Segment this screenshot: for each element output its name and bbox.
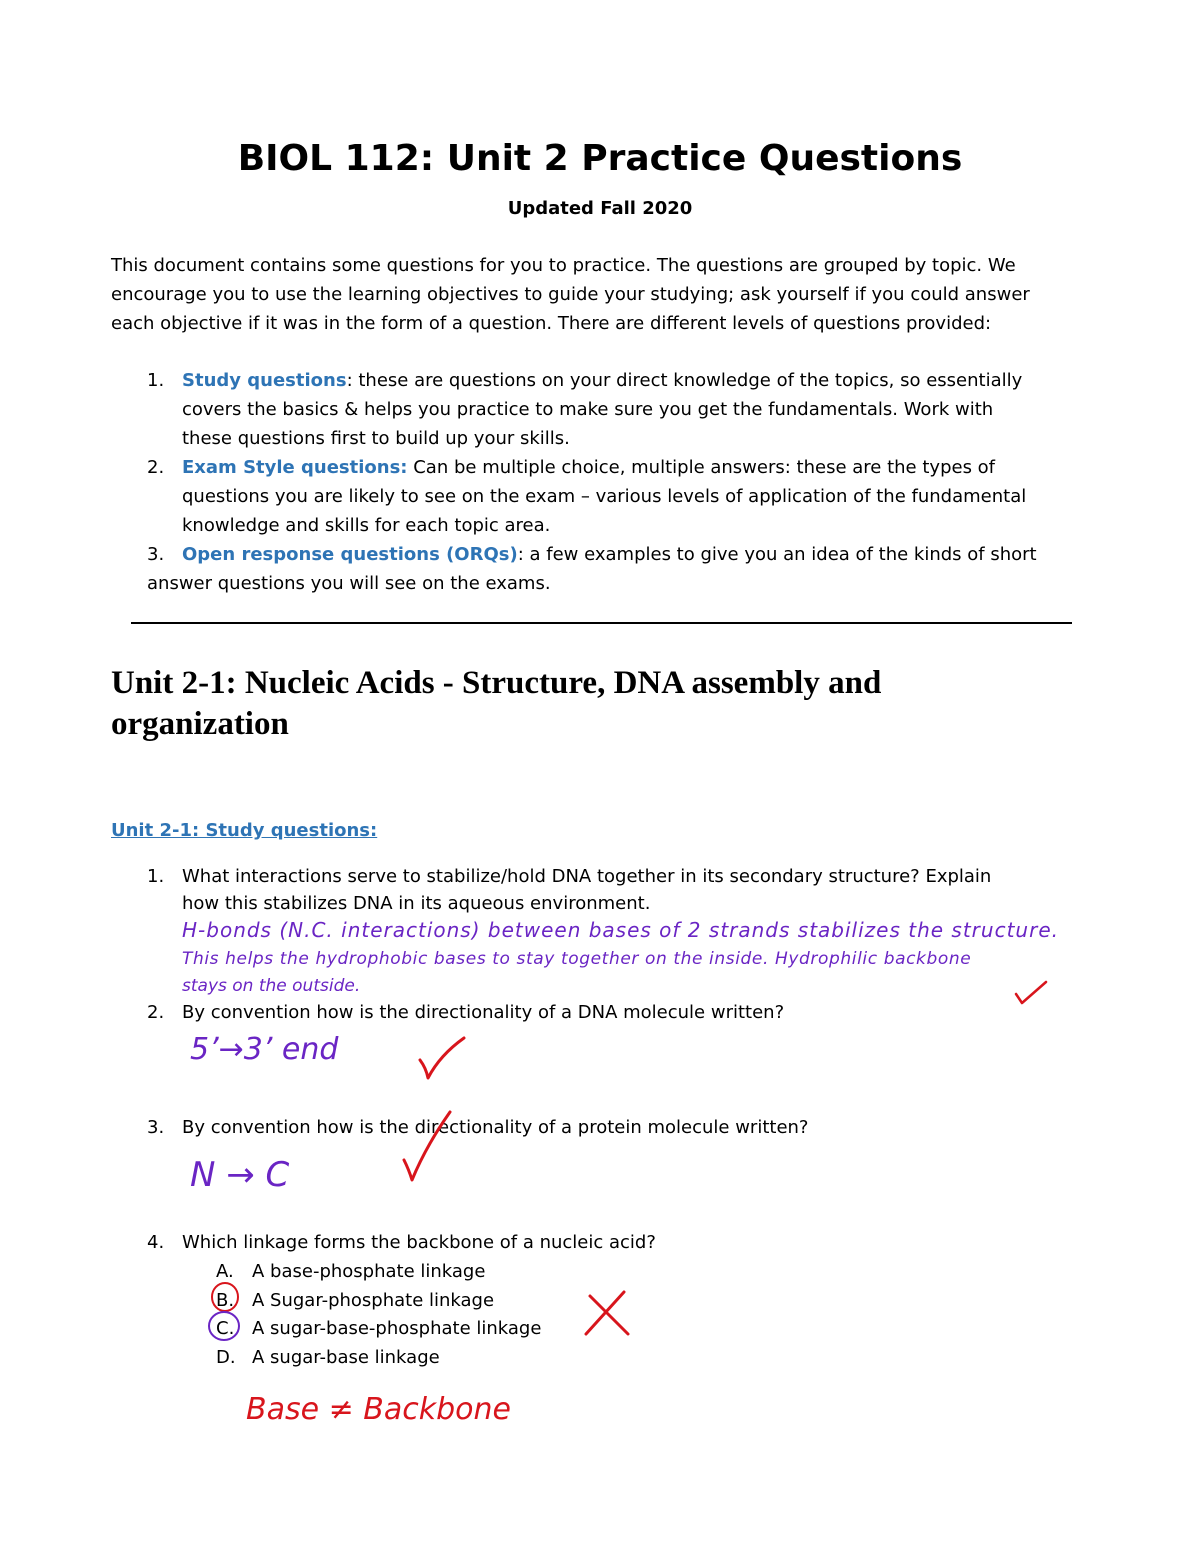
handwritten-answer: stays on the outside. (182, 976, 361, 996)
check-mark-icon (1016, 982, 1046, 1003)
intro-line: each objective if it was in the form of a question. There are different levels of questions provided: (111, 313, 992, 334)
document-subtitle: Updated Fall 2020 (507, 198, 693, 219)
level-label: Exam Style questions: (182, 457, 408, 478)
level-number: 3. (147, 544, 165, 565)
unit-heading: organization (111, 706, 289, 742)
level-text: : a few examples to give you an idea of the kinds of short (517, 544, 1037, 565)
level-text: knowledge and skills for each topic area. (182, 515, 551, 536)
question-number: 3. (147, 1117, 165, 1138)
question-number: 1. (147, 866, 165, 887)
handwritten-answer: 5’→3’ end (190, 1032, 339, 1067)
question-text: By convention how is the directionality of a protein molecule written? (182, 1117, 809, 1138)
handwritten-answer: This helps the hydrophobic bases to stay together on the inside. Hydrophilic backbone (182, 949, 972, 969)
question-number: 4. (147, 1232, 165, 1253)
cross-mark-icon (586, 1292, 628, 1334)
handwritten-answer: Base ≠ Backbone (246, 1392, 511, 1427)
level-number: 2. (147, 457, 165, 478)
section-title-link[interactable]: Unit 2-1: Study questions: (111, 820, 378, 841)
document-title: BIOL 112: Unit 2 Practice Questions (237, 138, 963, 179)
option-text: A sugar-base linkage (252, 1347, 440, 1368)
option-text: A Sugar-phosphate linkage (252, 1290, 495, 1311)
level-text: these questions first to build up your skills. (182, 428, 570, 449)
circle-mark-icon (209, 1312, 239, 1340)
level-text: questions you are likely to see on the exam – various levels of application of the fundamental (182, 486, 1027, 507)
level-text: : these are questions on your direct knowledge of the topics, so essentially (346, 370, 1023, 391)
option-letter: B. (216, 1290, 235, 1311)
intro-line: This document contains some questions for you to practice. The questions are grouped by topic. We (111, 255, 1016, 276)
option-letter: D. (216, 1347, 236, 1368)
level-label: Open response questions (ORQs) (182, 544, 518, 565)
question-text: By convention how is the directionality of a DNA molecule written? (182, 1002, 785, 1023)
level-text: covers the basics & helps you practice to make sure you get the fundamentals. Work with (182, 399, 994, 420)
option-letter: C. (216, 1318, 235, 1339)
unit-heading: Unit 2-1: Nucleic Acids - Structure, DNA assembly and (111, 665, 882, 701)
circle-mark-icon (212, 1283, 238, 1311)
handwritten-answer: H-bonds (N.C. interactions) between bases of 2 strands stabilizes the structure. (182, 918, 1059, 942)
intro-line: encourage you to use the learning objectives to guide your studying; ask yourself if you could answer (111, 284, 1030, 305)
level-label: Study questions (182, 370, 347, 391)
option-text: A base-phosphate linkage (252, 1261, 486, 1282)
option-text: A sugar-base-phosphate linkage (252, 1318, 542, 1339)
level-number: 1. (147, 370, 165, 391)
question-text: Which linkage forms the backbone of a nucleic acid? (182, 1232, 656, 1253)
level-text: answer questions you will see on the exams. (147, 573, 551, 594)
level-text: Can be multiple choice, multiple answers: these are the types of (407, 457, 996, 478)
handwritten-answer: N → C (190, 1155, 290, 1195)
question-number: 2. (147, 1002, 165, 1023)
check-mark-icon (420, 1038, 464, 1078)
check-mark-icon (404, 1112, 450, 1180)
option-letter: A. (216, 1261, 234, 1282)
question-text: how this stabilizes DNA in its aqueous environment. (182, 893, 651, 914)
question-text: What interactions serve to stabilize/hold DNA together in its secondary structure? Explain (182, 866, 992, 887)
